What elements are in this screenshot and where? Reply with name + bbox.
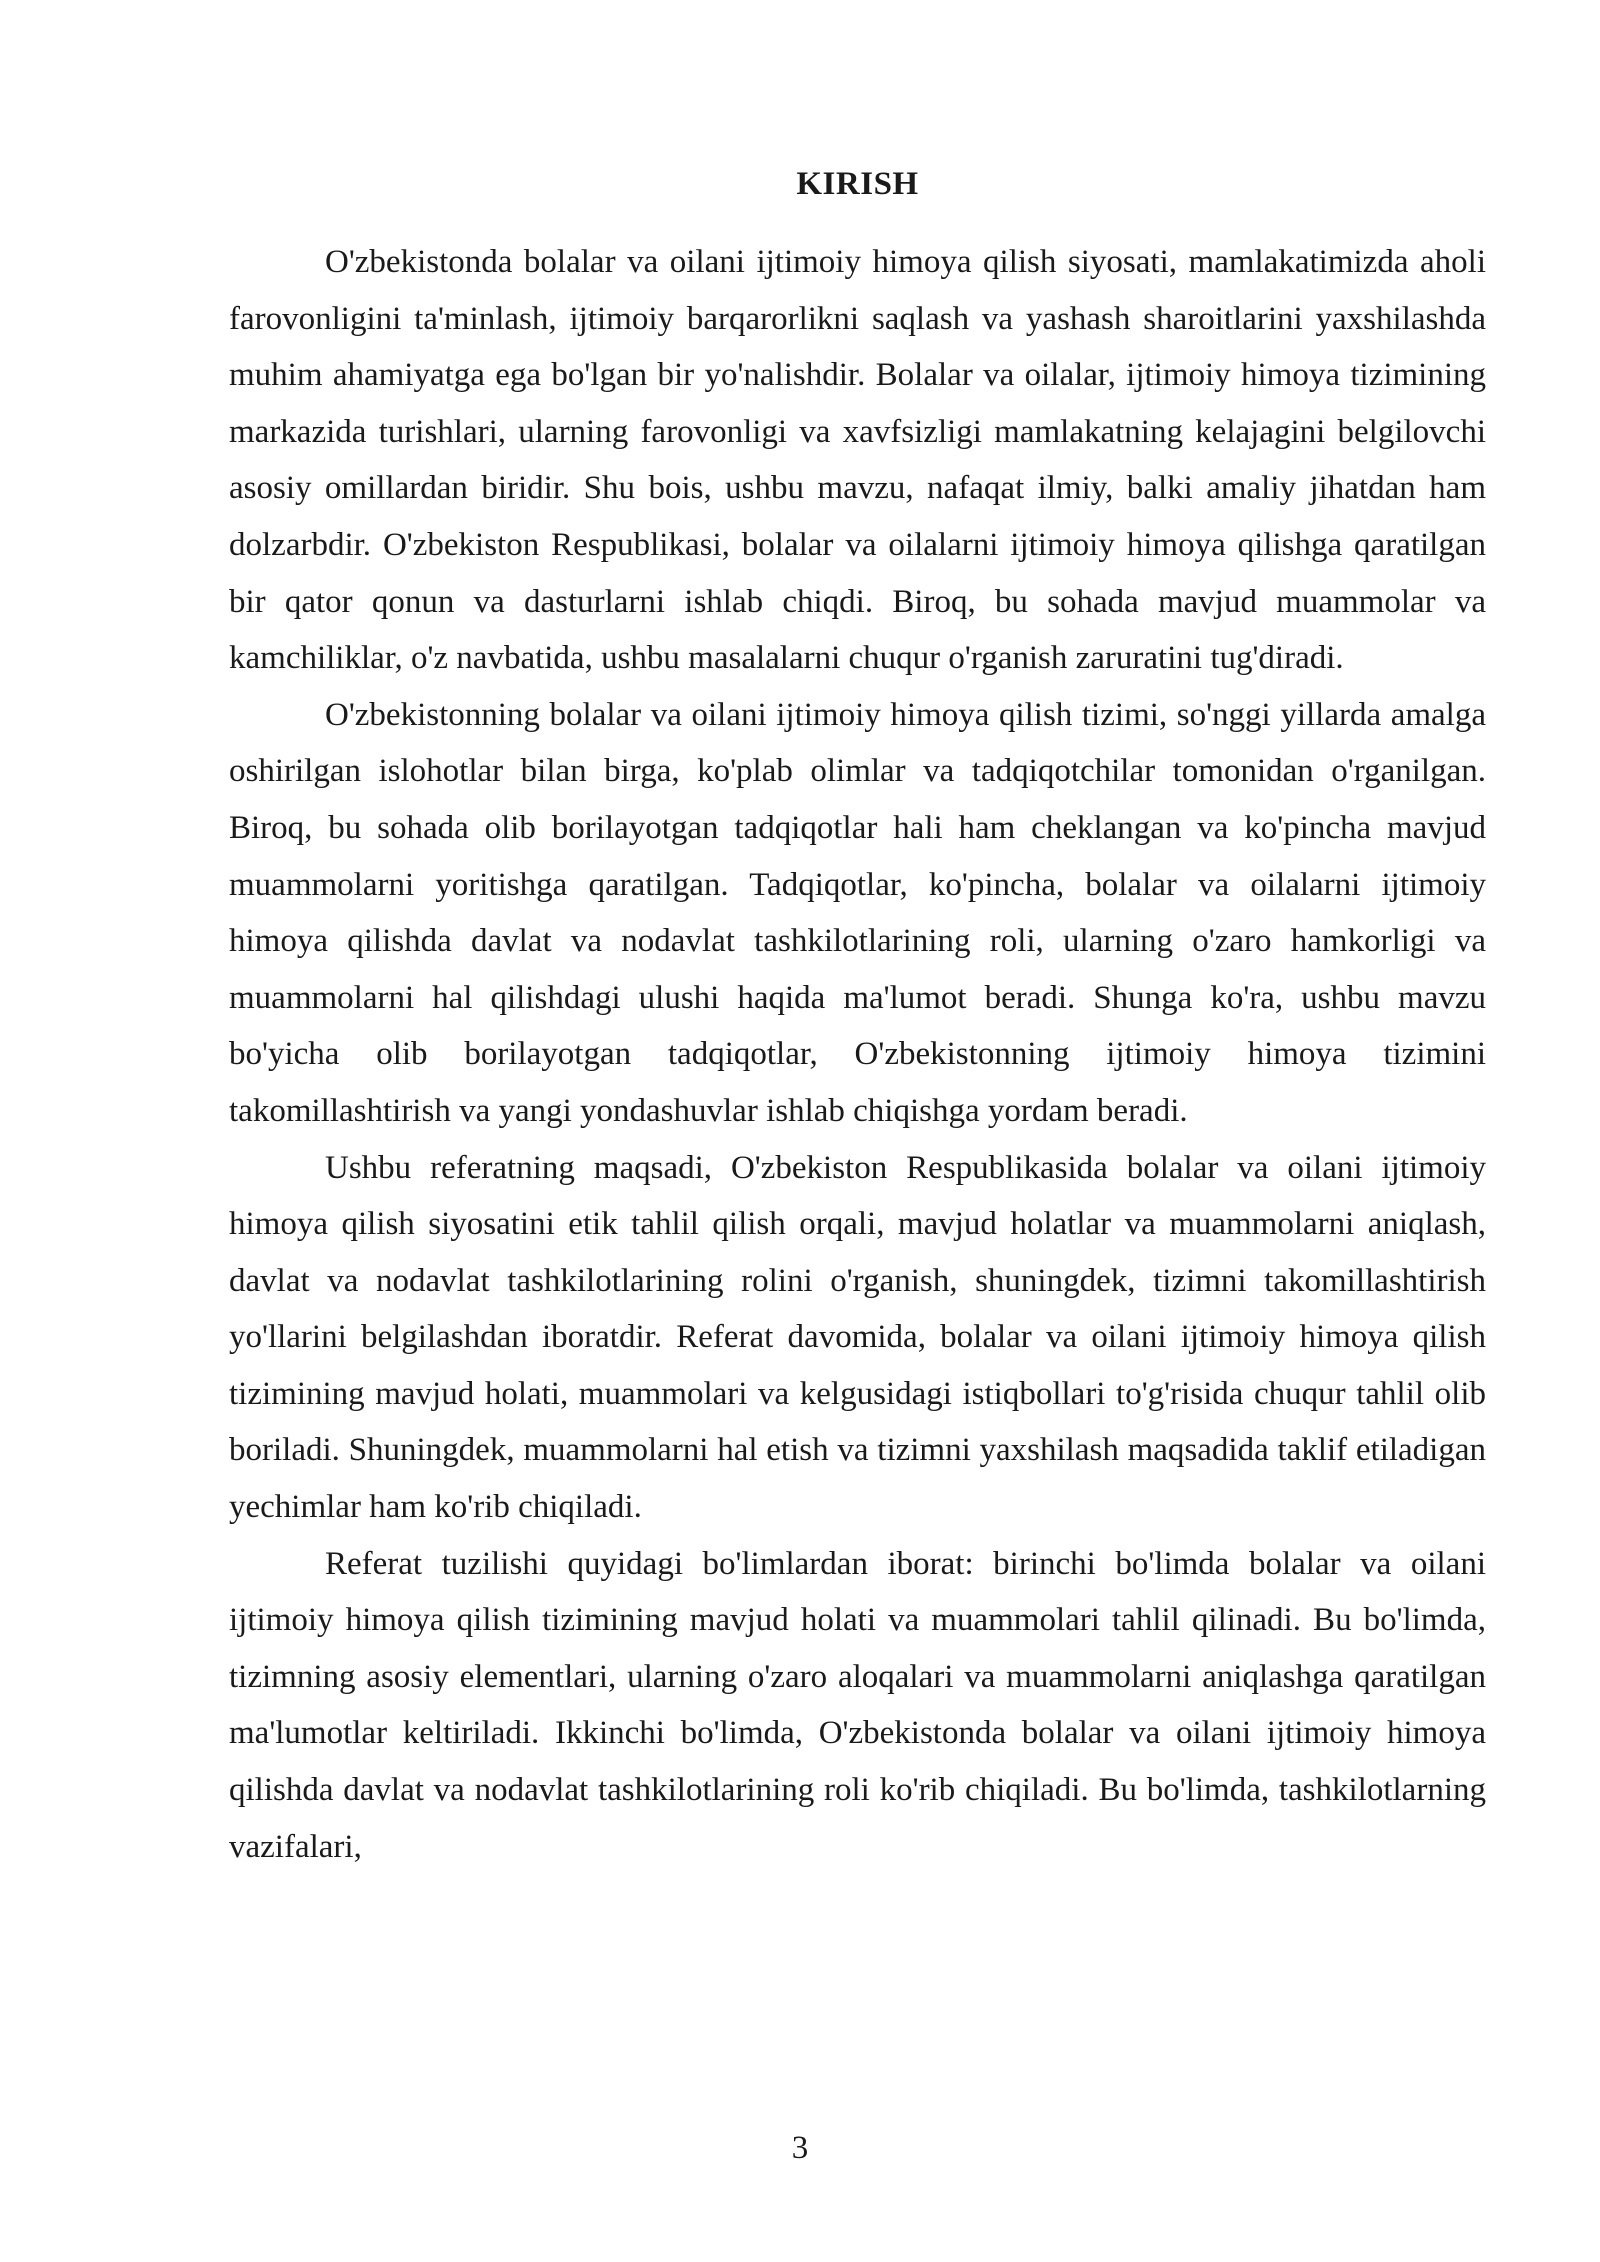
section-title: KIRISH <box>796 166 919 202</box>
paragraph: Referat tuzilishi quyidagi bo'limlardan iborat: birinchi bo'limda bolalar va oilani ijtimoiy himoya qilish tizimining mavjud holati va muammolari tahlil qilinadi. Bu bo'limda, tizimning asosiy elementlari, ularning o'zaro aloqalari va muammolarni aniqlashga qaratilgan ma'lumotlar keltiriladi. Ikkinchi bo'limda, O'zbekistonda bolalar va oilani ijtimoiy himoya qilishda davlat va nodavlat tashkilotlarining roli ko'rib chiqiladi. Bu bo'limda, tashkilotlarning vazifalari, <box>229 1545 1486 1865</box>
paragraph: O'zbekistonning bolalar va oilani ijtimoiy himoya qilish tizimi, so'nggi yillarda amalga oshirilgan islohotlar bilan birga, ko'plab olimlar va tadqiqotchilar tomonidan o'rganilgan. Biroq, bu sohada olib borilayotgan tadqiqotlar hali ham cheklangan va ko'pincha mavjud muammolarni yoritishga qaratilgan. Tadqiqotlar, ko'pincha, bolalar va oilalarni ijtimoiy himoya qilishda davlat va nodavlat tashkilotlarining roli, ularning o'zaro hamkorligi va muammolarni hal qilishdagi ulushi haqida ma'lumot beradi. Shunga ko'ra, ushbu mavzu bo'yicha olib borilayotgan tadqiqotlar, O'zbekistonning ijtimoiy himoya tizimini takomillashtirish va yangi yondashuvlar ishlab chiqishga yordam beradi. <box>229 696 1486 1129</box>
page-number: 3 <box>791 2130 809 2166</box>
paragraph: Ushbu referatning maqsadi, O'zbekiston Respublikasida bolalar va oilani ijtimoiy himoya qilish siyosatini etik tahlil qilish orqali, mavjud holatlar va muammolarni aniqlash, davlat va nodavlat tashkilotlarining rolini o'rganish, shuningdek, tizimni takomillashtirish yo'llarini belgilashdan iboratdir. Referat davomida, bolalar va oilani ijtimoiy himoya qilish tizimining mavjud holati, muammolari va kelgusidagi istiqbollari to'g'risida chuqur tahlil olib boriladi. Shuningdek, muammolarni hal etish va tizimni yaxshilash maqsadida taklif etiladigan yechimlar ham ko'rib chiqiladi. <box>229 1149 1486 1526</box>
paragraph: O'zbekistonda bolalar va oilani ijtimoiy himoya qilish siyosati, mamlakatimizda aholi farovonligini ta'minlash, ijtimoiy barqarorlikni saqlash va yashash sharoitlarini yaxshilashda muhim ahamiyatga ega bo'lgan bir yo'nalishdir. Bolalar va oilalar, ijtimoiy himoya tizimining markazida turishlari, ularning farovonligi va xavfsizligi mamlakatning kelajagini belgilovchi asosiy omillardan biridir. Shu bois, ushbu mavzu, nafaqat ilmiy, balki amaliy jihatdan ham dolzarbdir. O'zbekiston Respublikasi, bolalar va oilalarni ijtimoiy himoya qilishga qaratilgan bir qator qonun va dasturlarni ishlab chiqdi. Biroq, bu sohada mavjud muammolar va kamchiliklar, o'z navbatida, ushbu masalalarni chuqur o'rganish zaruratini tug'diradi. <box>229 244 1486 677</box>
document-page <box>229 150 1486 1875</box>
